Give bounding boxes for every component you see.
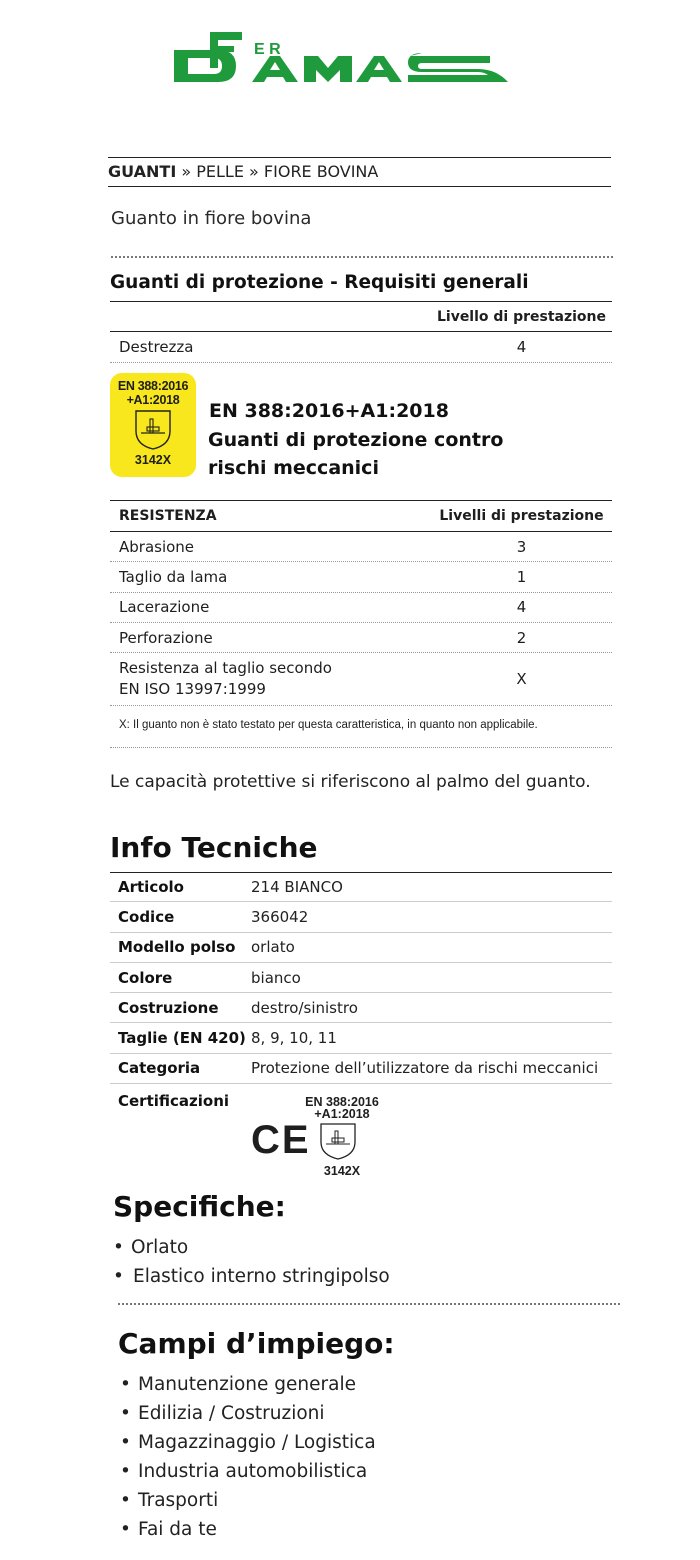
specs-list xyxy=(111,1233,390,1291)
standard-heading xyxy=(208,397,503,483)
list-item: • Industria automobilistica xyxy=(118,1457,376,1486)
dotted-divider xyxy=(118,1303,620,1305)
resistance-table xyxy=(110,500,612,706)
palm-note: Le capacità protettive si riferiscono al palmo del guanto. xyxy=(110,772,591,792)
info-key: Categoria xyxy=(118,1059,201,1078)
row-label: Abrasione xyxy=(119,537,195,556)
row-value: 1 xyxy=(516,567,527,586)
en388-badge xyxy=(110,373,196,477)
breadcrumb-separator: » xyxy=(176,162,197,181)
uses-title: Campi d’impiego: xyxy=(118,1327,395,1360)
row-value: X xyxy=(516,670,527,689)
breadcrumb-level-3[interactable]: FIORE BOVINA xyxy=(263,162,379,181)
row-label: Destrezza xyxy=(119,338,194,356)
table-row xyxy=(110,872,612,902)
standard-line-1: EN 388:2016+A1:2018 xyxy=(209,400,449,422)
general-requirements-title: Guanti di protezione - Requisiti generali xyxy=(110,272,529,293)
table-row xyxy=(110,332,612,363)
info-key: Articolo xyxy=(118,878,184,897)
breadcrumb-level-2[interactable]: PELLE xyxy=(196,162,244,181)
info-value: destro/sinistro xyxy=(251,998,358,1017)
info-value: Protezione dell’utilizzatore da rischi meccanici xyxy=(251,1059,599,1078)
certification-marks xyxy=(251,1096,391,1180)
dotted-divider xyxy=(111,256,613,258)
info-value: 214 BIANCO xyxy=(251,878,343,897)
table-row xyxy=(110,623,612,653)
row-label: Taglio da lama xyxy=(119,567,228,586)
info-key: Certificazioni xyxy=(118,1092,230,1111)
ferdamas-logo-graphic xyxy=(170,28,526,86)
badge-line-2: +A1:2018 xyxy=(126,393,180,407)
header-col-1: RESISTENZA xyxy=(119,508,217,524)
hammer-shield-icon xyxy=(133,409,173,451)
table-row xyxy=(110,902,612,932)
table-row xyxy=(110,1054,612,1084)
info-value: bianco xyxy=(251,968,301,987)
cert-en-line-2: +A1:2018 xyxy=(314,1107,370,1121)
ferdamas-logo xyxy=(170,28,526,86)
standard-line-2: Guanti di protezione contro xyxy=(208,428,504,451)
info-value: orlato xyxy=(251,938,295,957)
uses-list xyxy=(118,1370,376,1544)
cert-en-line-1: EN 388:2016 xyxy=(305,1095,379,1109)
hammer-shield-icon xyxy=(319,1122,357,1162)
info-key: Colore xyxy=(118,968,173,987)
row-label-line-1: Resistenza al taglio secondo xyxy=(119,659,332,678)
row-label-line-2: EN ISO 13997:1999 xyxy=(119,680,266,699)
general-requirements-table xyxy=(110,301,612,363)
badge-code: 3142X xyxy=(134,453,172,467)
row-label: Lacerazione xyxy=(119,598,210,617)
info-title: Info Tecniche xyxy=(110,831,318,864)
breadcrumb xyxy=(108,157,611,187)
info-key: Codice xyxy=(118,907,175,926)
info-value: 8, 9, 10, 11 xyxy=(251,1029,337,1048)
table-row xyxy=(110,993,612,1023)
table-row xyxy=(110,963,612,993)
test-note: X: Il guanto non è stato testato per questa caratteristica, in quanto non applicabile. xyxy=(119,719,538,731)
badge-line-1: EN 388:2016 xyxy=(117,379,189,393)
breadcrumb-separator: » xyxy=(243,162,264,181)
list-item: • Fai da te xyxy=(118,1515,376,1544)
row-label xyxy=(110,658,431,700)
table-header xyxy=(110,301,612,332)
row-value: 4 xyxy=(516,338,527,356)
row-value: 3 xyxy=(516,537,527,556)
list-item: • Magazzinaggio / Logistica xyxy=(118,1428,376,1457)
list-item: • Elastico interno stringipolso xyxy=(111,1262,390,1291)
cert-code: 3142X xyxy=(323,1164,361,1178)
standard-line-3: rischi meccanici xyxy=(208,457,379,479)
table-row xyxy=(110,532,612,562)
svg-text:E R: E R xyxy=(254,41,281,58)
info-key: Modello polso xyxy=(118,938,236,957)
row-value: 4 xyxy=(516,598,527,617)
specs-title: Specifiche: xyxy=(113,1190,286,1223)
list-item: • Trasporti xyxy=(118,1486,376,1515)
table-row xyxy=(110,1023,612,1053)
list-item: • Manutenzione generale xyxy=(118,1370,376,1399)
row-label: Perforazione xyxy=(119,628,213,647)
row-value: 2 xyxy=(516,628,527,647)
header-col-2: Livello di prestazione xyxy=(436,308,607,325)
table-row xyxy=(110,562,612,592)
table-row xyxy=(110,933,612,963)
header-col-2: Livelli di prestazione xyxy=(439,508,604,524)
note-divider xyxy=(110,747,612,748)
info-value: 366042 xyxy=(251,907,309,926)
info-key: Costruzione xyxy=(118,998,219,1017)
info-key: Taglie (EN 420) xyxy=(118,1029,246,1048)
table-row xyxy=(110,653,612,706)
list-item: • Edilizia / Costruzioni xyxy=(118,1399,376,1428)
breadcrumb-root[interactable]: GUANTI xyxy=(108,162,177,181)
product-subtitle: Guanto in fiore bovina xyxy=(111,208,312,229)
list-item: • Orlato xyxy=(111,1233,390,1262)
table-header xyxy=(110,500,612,532)
ce-mark: CE xyxy=(251,1118,311,1162)
table-row xyxy=(110,593,612,623)
